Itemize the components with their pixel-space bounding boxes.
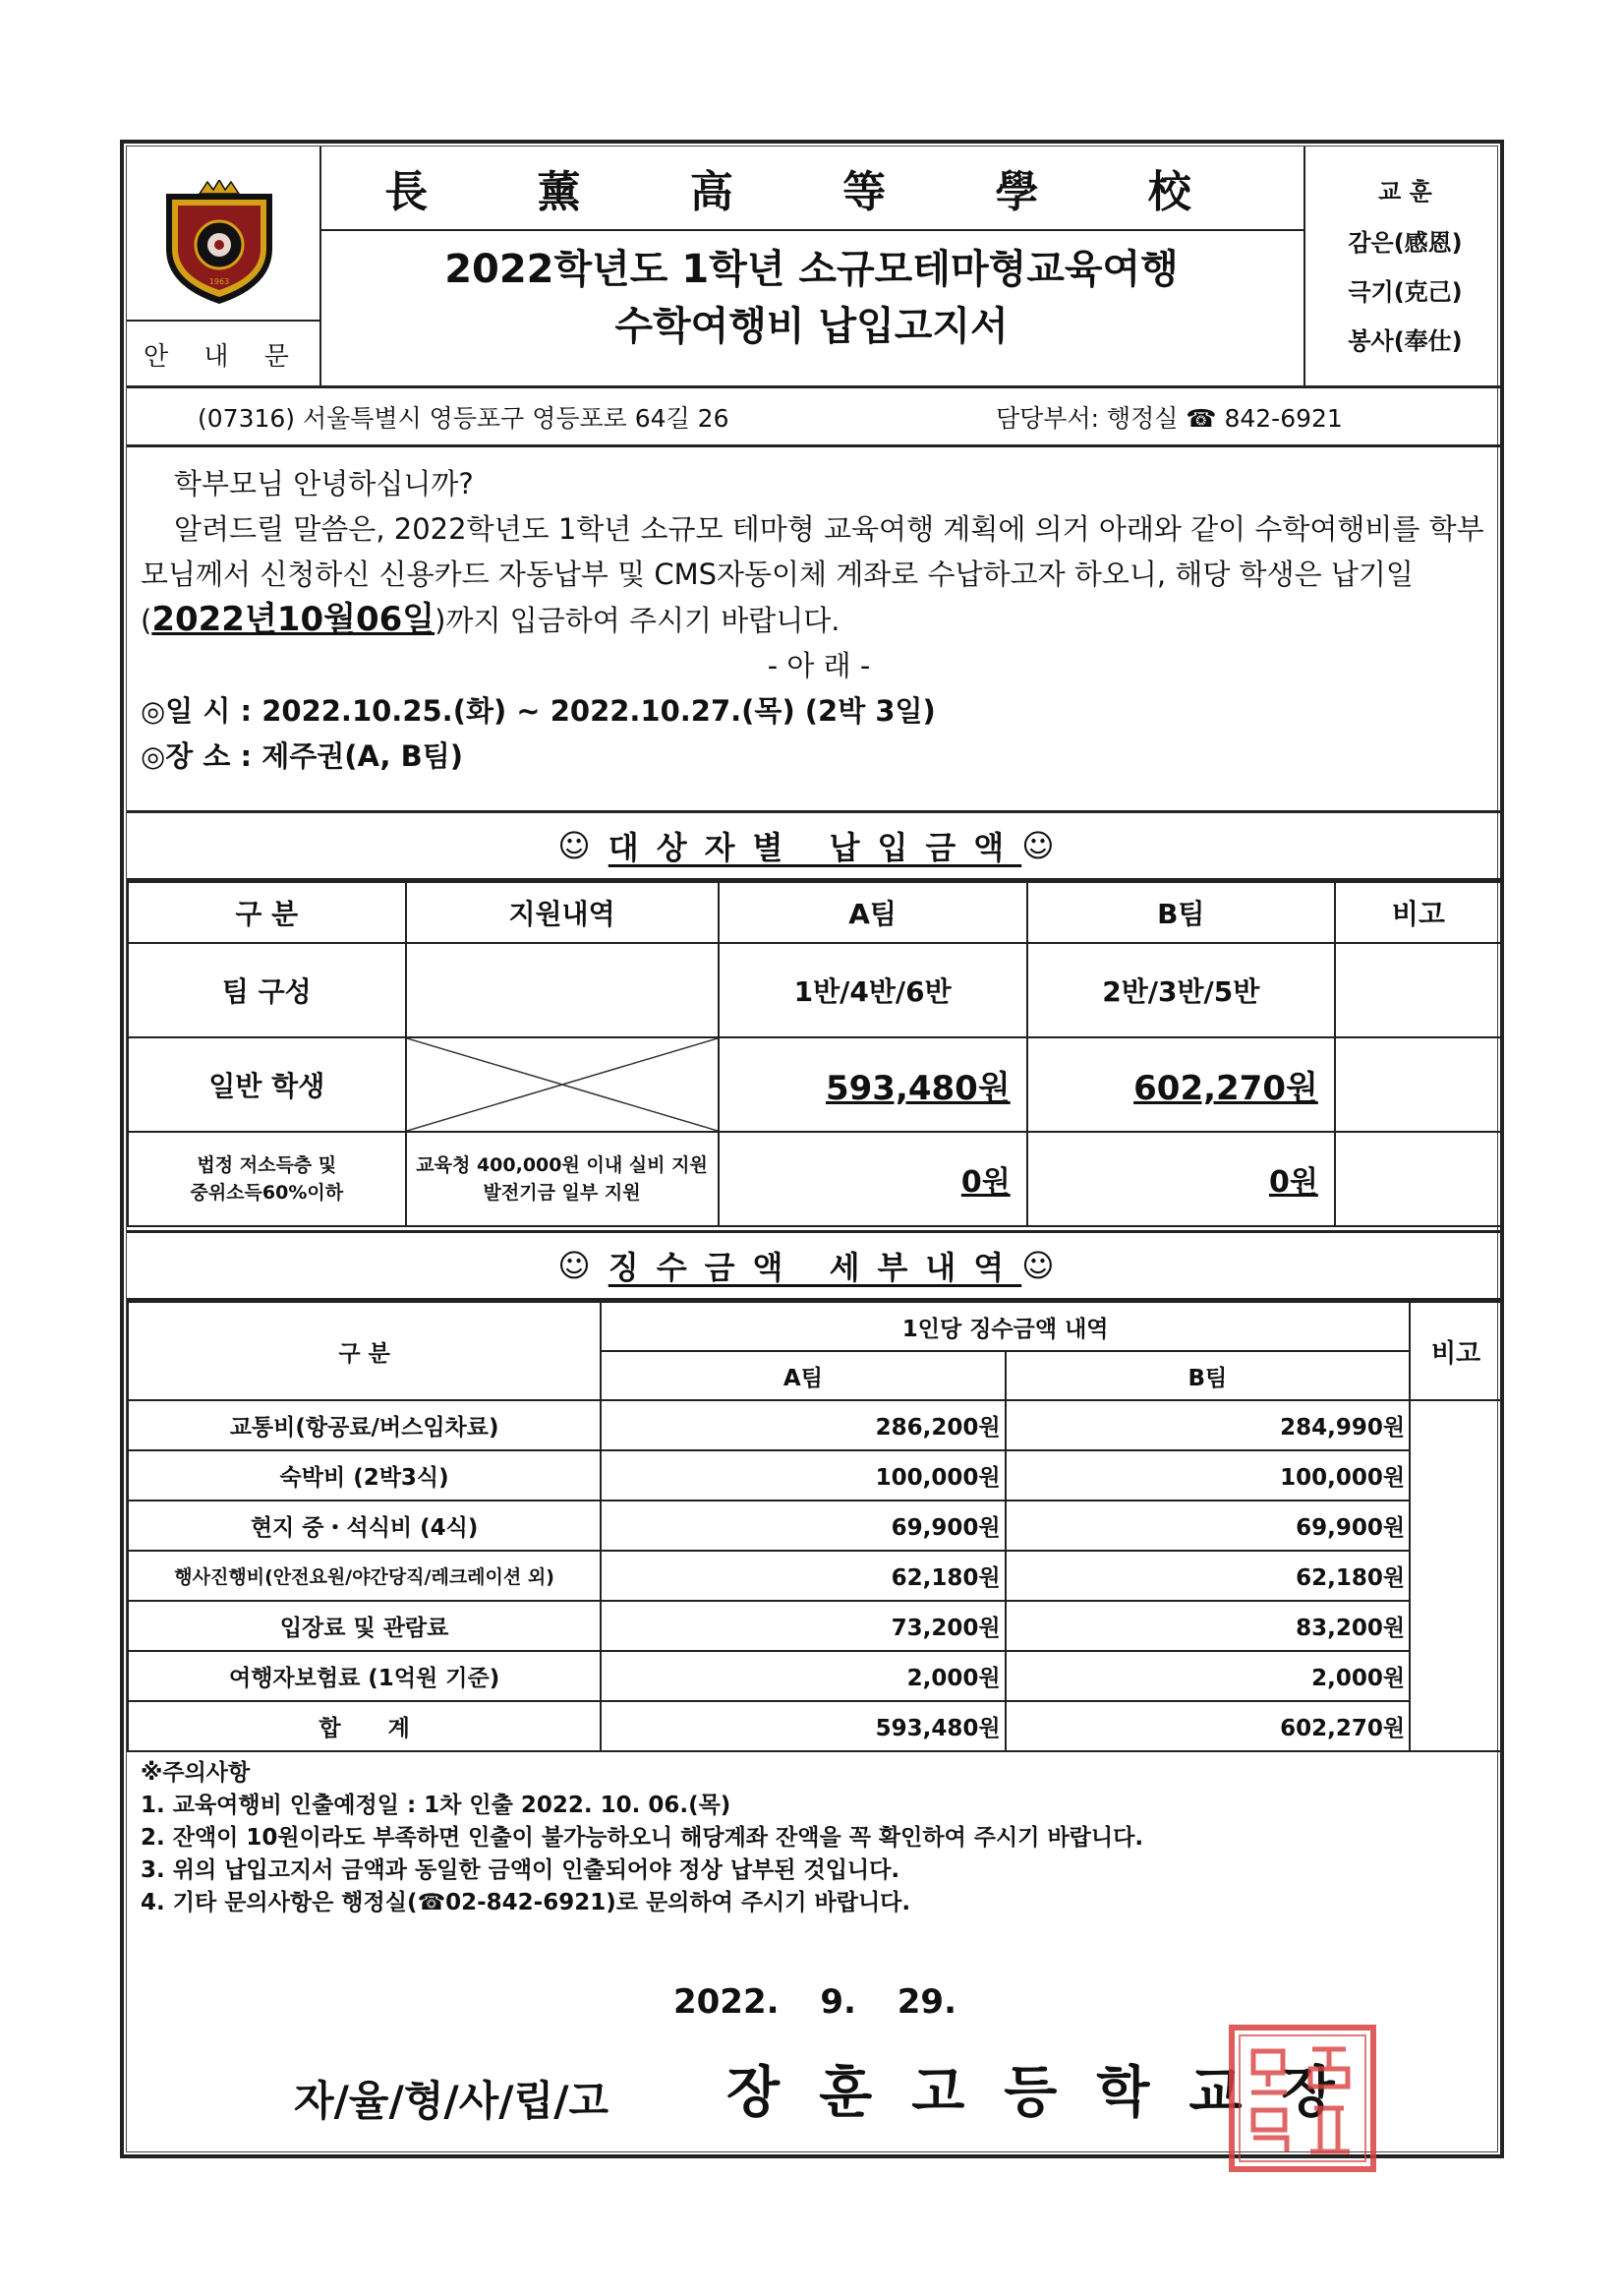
team-b-classes: 2반/3반/5반 — [1027, 943, 1335, 1037]
note-3: 3. 위의 납입고지서 금액과 동일한 금액이 인출되어야 정상 납부된 것입니다. — [141, 1857, 900, 1883]
col-header: B팀 — [1027, 882, 1335, 943]
team-b-header: B팀 — [1006, 1351, 1410, 1400]
below-label: - 아 래 - — [767, 649, 871, 682]
official-seal-icon — [1224, 2020, 1381, 2177]
cost-b: 62,180원 — [1006, 1551, 1410, 1601]
svg-text:1963: 1963 — [208, 277, 230, 286]
cost-label: 교통비(항공료/버스임차료) — [128, 1400, 601, 1450]
support-line-2: 발전기금 일부 지원 — [483, 1182, 641, 1204]
due-date: 2022년10월06일 — [151, 600, 435, 639]
title-line-1: 2022학년도 1학년 소규모테마형교육여행 — [444, 247, 1179, 292]
note-2: 2. 잔액이 10원이라도 부족하면 인출이 불가능하오니 해당계좌 잔액을 꼭 확인하여 주시기 바랍니다. — [141, 1825, 1144, 1851]
cost-b: 2,000원 — [1006, 1651, 1410, 1701]
cost-b: 69,900원 — [1006, 1501, 1410, 1551]
total-b: 602,270원 — [1006, 1701, 1410, 1751]
row-label: 일반 학생 — [128, 1037, 406, 1132]
issue-date: 2022. 9. 29. — [672, 1982, 957, 2022]
smiley-icon: ☺ — [1021, 1247, 1072, 1284]
title-line-2: 수학여행비 납입고지서 — [614, 304, 1009, 349]
cost-b: 284,990원 — [1006, 1400, 1410, 1450]
motto-1: 감은(感恩) — [1348, 229, 1463, 257]
cost-b: 83,200원 — [1006, 1601, 1410, 1651]
low-income-label — [128, 1132, 406, 1226]
col-header: A팀 — [719, 882, 1027, 943]
school-emblem-icon — [158, 180, 280, 306]
per-person-header: 1인당 징수금액 내역 — [601, 1302, 1410, 1351]
support-details — [406, 1132, 719, 1226]
col-header: 구 분 — [128, 882, 406, 943]
school-address: (07316) 서울특별시 영등포구 영등포로 64길 26 — [198, 404, 729, 433]
notes-title: ※주의사항 — [141, 1760, 251, 1786]
department-contact: 담당부서: 행정실 ☎ 842-6921 — [996, 404, 1343, 433]
greeting: 학부모님 안녕하십니까? — [174, 467, 474, 500]
note-cell — [1410, 1400, 1502, 1751]
school-name: 長 薰 高 等 學 校 — [319, 147, 1303, 231]
note-1: 1. 교육여행비 인출예정일 : 1차 인출 2022. 10. 06.(목) — [141, 1793, 731, 1818]
intro-body-2: )까지 입금하여 주시기 바랍니다. — [434, 604, 840, 637]
note-header: 비고 — [1410, 1302, 1502, 1400]
document-title — [319, 241, 1303, 355]
notes — [141, 1757, 1497, 1919]
cost-a: 69,900원 — [601, 1501, 1005, 1551]
smiley-icon: ☺ — [557, 1247, 608, 1284]
note-cell — [1335, 1037, 1502, 1132]
general-amount-a: 593,480원 — [719, 1037, 1027, 1132]
section1-title: 대상자별 납입금액 — [608, 829, 1022, 866]
crossed-cell — [406, 1037, 719, 1132]
note-cell — [1335, 1132, 1502, 1226]
motto-cell — [1303, 147, 1505, 385]
col-header: 비고 — [1335, 882, 1502, 943]
cost-label: 현지 중・석식비 (4식) — [128, 1501, 601, 1551]
cost-label: 입장료 및 관람료 — [128, 1601, 601, 1651]
title-cell — [319, 147, 1303, 385]
address-bar — [127, 385, 1503, 447]
cost-a: 73,200원 — [601, 1601, 1005, 1651]
category-header: 구 분 — [128, 1302, 601, 1400]
motto-2: 극기(克己) — [1348, 278, 1463, 306]
cross-mark-icon — [407, 1038, 718, 1131]
intro-body-1: 알려드릴 말씀은, 2022학년도 1학년 소규모 테마형 교육여행 계획에 의거 아래와 같이 수학여행비를 학부모님께서 신청하신 신용카드 자동납부 및 CMS자동이체 계좌로 수납하고자 하오니, 해당 학생은 납기일( — [141, 512, 1484, 637]
cost-label: 숙박비 (2박3식) — [128, 1450, 601, 1501]
cost-label: 행사진행비(안전요원/야간당직/레크레이션 외) — [128, 1551, 601, 1601]
team-a-header: A팀 — [601, 1351, 1005, 1400]
cost-a: 286,200원 — [601, 1400, 1005, 1450]
principal-signature: 장훈고등학교장 — [726, 2061, 1374, 2125]
header — [127, 147, 1503, 388]
detail-table — [127, 1301, 1503, 1752]
col-header: 지원내역 — [406, 882, 719, 943]
row-label: 팀 구성 — [128, 943, 406, 1037]
low-income-line-2: 중위소득60%이하 — [190, 1182, 344, 1204]
school-slogan: 자/율/형/사/립/고 — [294, 2077, 609, 2125]
intro-body — [141, 506, 1497, 643]
total-label: 합 계 — [128, 1701, 601, 1751]
logo-cell — [127, 147, 321, 385]
cost-a: 100,000원 — [601, 1450, 1005, 1501]
motto-3: 봉사(奉仕) — [1348, 327, 1463, 355]
support-line-1: 교육청 400,000원 이내 실비 지원 — [416, 1154, 708, 1176]
empty-cell — [406, 943, 719, 1037]
payment-table — [127, 881, 1503, 1227]
team-a-classes: 1반/4반/6반 — [719, 943, 1027, 1037]
low-income-amount-b: 0원 — [1027, 1132, 1335, 1226]
intro-text — [141, 461, 1497, 779]
place-line: ◎장 소 : 제주권(A, B팀) — [141, 739, 463, 773]
note-4: 4. 기타 문의사항은 행정실(☎02-842-6921)로 문의하여 주시기 바랍니다. — [141, 1890, 911, 1915]
schedule-line: ◎일 시 : 2022.10.25.(화) ~ 2022.10.27.(목) (2박 3일) — [141, 694, 936, 728]
document-frame — [120, 140, 1504, 2158]
section-title-payment — [127, 810, 1503, 881]
general-amount-b: 602,270원 — [1027, 1037, 1335, 1132]
cost-label: 여행자보험료 (1억원 기준) — [128, 1651, 601, 1701]
low-income-line-1: 법정 저소득층 및 — [197, 1154, 337, 1176]
notice-label: 안 내 문 — [127, 320, 319, 387]
smiley-icon: ☺ — [557, 827, 608, 864]
low-income-amount-a: 0원 — [719, 1132, 1027, 1226]
section-title-details — [127, 1230, 1503, 1301]
motto-title: 교 훈 — [1378, 178, 1432, 206]
cost-a: 2,000원 — [601, 1651, 1005, 1701]
smiley-icon: ☺ — [1021, 827, 1072, 864]
cost-b: 100,000원 — [1006, 1450, 1410, 1501]
cost-a: 62,180원 — [601, 1551, 1005, 1601]
total-a: 593,480원 — [601, 1701, 1005, 1751]
section2-title: 징수금액 세부내역 — [608, 1249, 1022, 1286]
note-cell — [1335, 943, 1502, 1037]
